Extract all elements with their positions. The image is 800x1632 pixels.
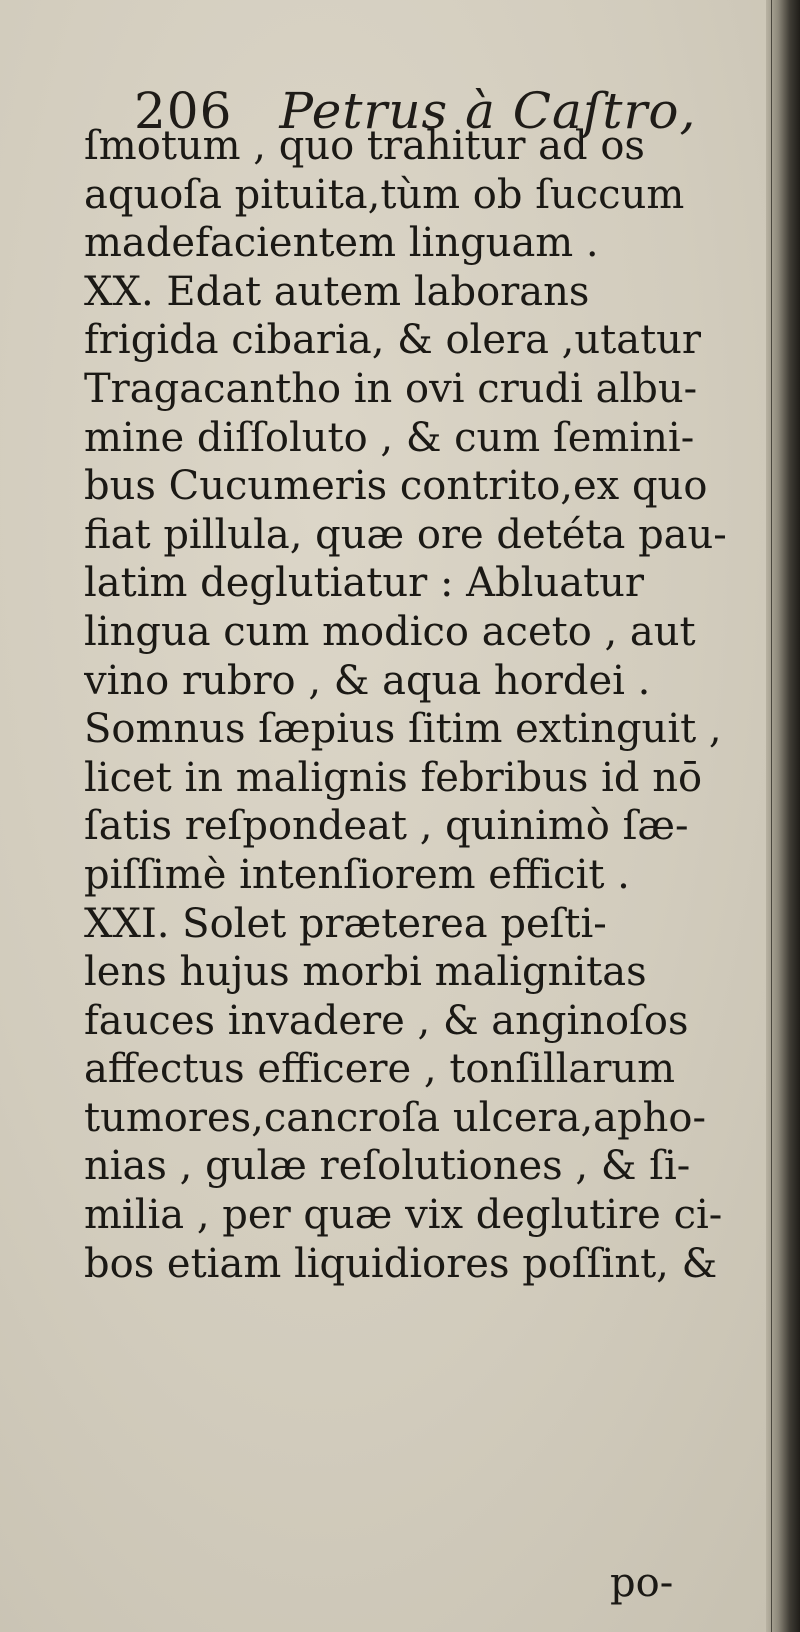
body-text [84, 122, 764, 1288]
text-line: affectus efficere , tonſillarum [84, 1046, 676, 1093]
text-line: fiat pillula, quæ ore detéta pau- [84, 511, 727, 558]
text-line: milia , per quæ vix deglutire ci- [84, 1192, 723, 1239]
text-line: nias , gulæ reſolutiones , & ſi- [84, 1143, 691, 1190]
text-line: licet in malignis febribus id nō [84, 754, 703, 801]
page-edge-line [771, 0, 772, 1632]
page-number: 206 [134, 82, 233, 140]
text-line: latim deglutiatur : Abluatur [84, 560, 645, 607]
text-line: Somnus ſæpius ſitim extinguit , [84, 706, 722, 753]
text-line: frigida cibaria, & olera ,utatur [84, 317, 702, 364]
text-line: XXI. Solet præterea peſti- [84, 900, 607, 947]
text-line: tumores,cancroſa ulcera,apho- [84, 1094, 706, 1141]
text-line: XX. Edat autem laborans [84, 268, 590, 315]
text-line: lens hujus morbi malignitas [84, 949, 647, 996]
text-line: fauces invadere , & anginoſos [84, 997, 689, 1044]
text-line: madefacientem linguam . [84, 220, 599, 267]
text-line: ſmotum , quo trahitur ad os [84, 123, 645, 169]
catchword: po- [610, 1560, 674, 1606]
running-head: Petrus à Caſtro, [279, 82, 697, 140]
text-line: lingua cum modico aceto , aut [84, 608, 696, 655]
text-line: bos etiam liquidiores poſſint, & [84, 1240, 718, 1287]
text-line: piſſimè intenſiorem efficit . [84, 851, 630, 898]
text-line: aquoſa pituita,tùm ob ſuccum [84, 171, 685, 218]
text-line: vino rubro , & aqua hordei . [84, 657, 651, 704]
text-line: mine diſſoluto , & cum ſemini- [84, 414, 695, 461]
text-line: bus Cucumeris contrito,ex quo [84, 463, 708, 510]
text-line: ſatis reſpondeat , quinimò ſæ- [84, 803, 689, 850]
text-line: Tragacantho in ovi crudi albu- [84, 365, 698, 412]
